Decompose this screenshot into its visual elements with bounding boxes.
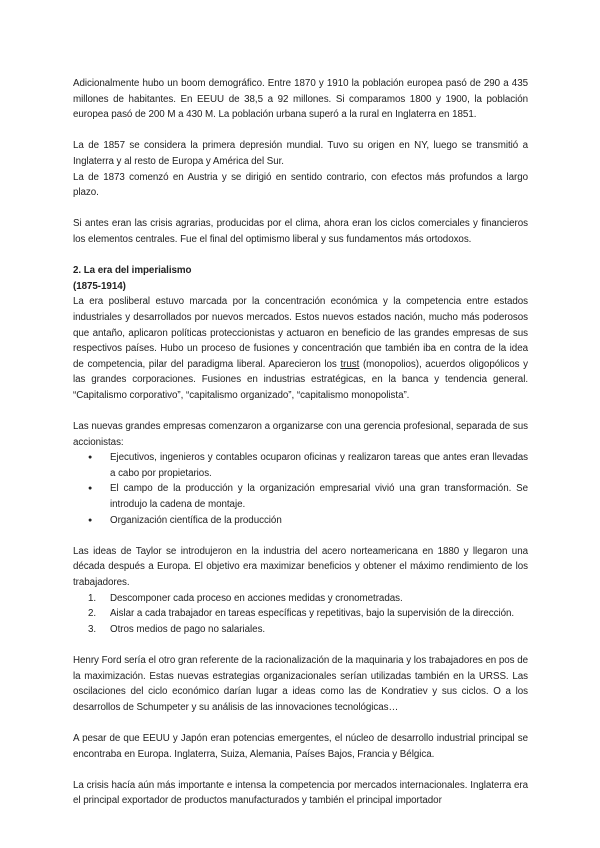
paragraph-gap [73,762,528,778]
document-page [73,76,528,809]
section-heading: 2. La era del imperialismo [73,265,192,277]
item-text: Otros medios de pago no salariales. [110,623,266,635]
paragraph-gap [73,123,528,139]
item-number: 3. [88,623,97,635]
numbered-item [73,606,528,622]
paragraph-commercial-cycles: Si antes eran las crisis agrarias, producidas por el clima, ahora eran los ciclos comerciales y financieros los elementos centrales. Fue el final del optimismo liberal y sus fundamentos más ortodoxos. [73,218,528,245]
paragraph-industrial-core: A pesar de que EEUU y Japón eran potencias emergentes, el núcleo de desarrollo industrial principal se encontraba en Europa. Inglaterra, Suiza, Alemania, Países Bajos, Francia y Bélgica. [73,732,528,760]
paragraph-gap [73,637,528,653]
text-segment: La era posliberal estuvo marcada por la concentración económica y la competencia entre estados industriales y desarrollados por nuevos mercados. Estos nuevos estados nación, mucho más poderosos que antaño, aplicaron políticas proteccionistas y actuaron en beneficio de las grandes empresas de sus respectivos países. Hubo un proceso de fusiones y concentración que también iba en contra de la idea de competencia, pilar del paradigma liberal. Aparecieron los [73,296,528,370]
paragraph-market-competition: La crisis hacía aún más importante e intensa la competencia por mercados internacionales. Inglaterra era el principal exportador de productos manufacturados y también el principal importador [73,779,528,807]
paragraph-henry-ford: Henry Ford sería el otro gran referente de la racionalización de la maquinaria y los trabajadores en pos de la maximización. Estas nuevas estrategias organizacionales serían utilizadas también en la URSS. Las oscilaciones del ciclo económico darían lugar a ideas como las de Kondratiev y sus ciclos. O a los desarrollos de Schumpeter y su análisis de las innovaciones tecnológicas… [73,654,528,713]
item-text: Descomponer cada proceso en acciones medidas y cronometradas. [110,592,403,604]
bullet-item: ● El campo de la producción y la organización empresarial vivió una gran transformación. Se introdujo la cadena de montaje. [73,481,528,512]
item-number: 2. [88,608,97,620]
paragraph-crisis-1873: La de 1873 comenzó en Austria y se dirigió en sentido contrario, con efectos más profundos a largo plazo. [73,171,528,199]
section-period: (1875-1914) [73,280,126,292]
paragraph-postliberal-era [73,294,528,403]
item-text: Aislar a cada trabajador en tareas específicas y repetitivas, bajo la supervisión de la dirección. [110,608,515,620]
paragraph-demographic-boom: Adicionalmente hubo un boom demográfico. Entre 1870 y 1910 la población europea pasó de 290 a 435 millones de habitantes. En EEUU de 38,5 a 92 millones. Si comparamos 1800 y 1900, la población europea pasó de 200 M a 430 M. La población urbana superó a la rural en Inglaterra en 1851. [73,78,528,121]
paragraph-management-intro: Las nuevas grandes empresas comenzaron a organizarse con una gerencia profesional, separada de sus accionistas: [73,421,528,448]
numbered-item [73,622,528,638]
paragraph-gap [73,248,528,264]
bullet-list [73,450,528,528]
paragraph-taylor: Las ideas de Taylor se introdujeron en la industria del acero norteamericana en 1880 y llegaron una década después a Europa. El objetivo era maximizar beneficios y obtener el máximo rendimiento de los trabajadores. [73,545,528,588]
paragraph-gap [73,403,528,419]
trust-link[interactable]: trust [340,358,360,370]
text-segment: (monopolios), acuerdos oligopólicos y las grandes corporaciones. Fusiones en industrias estratégicas, en la banca y tendencia general. “Capitalismo corporativo”, “capitalismo organizado”, “capitalismo monopolista”. [73,358,528,401]
bullet-item: ● Organización científica de la producción [73,513,528,529]
paragraph-gap [73,201,528,217]
paragraph-crisis-1857: La de 1857 se considera la primera depresión mundial. Tuvo su origen en NY, luego se transmitió a Inglaterra y al resto de Europa y América del Sur. [73,140,528,167]
bullet-item: ● Ejecutivos, ingenieros y contables ocuparon oficinas y realizaron tareas que antes eran llevadas a cabo por propietarios. [73,450,528,481]
item-number: 1. [88,592,97,604]
numbered-list [73,591,528,638]
paragraph-gap [73,528,528,544]
paragraph-gap [73,715,528,731]
numbered-item [73,591,528,607]
